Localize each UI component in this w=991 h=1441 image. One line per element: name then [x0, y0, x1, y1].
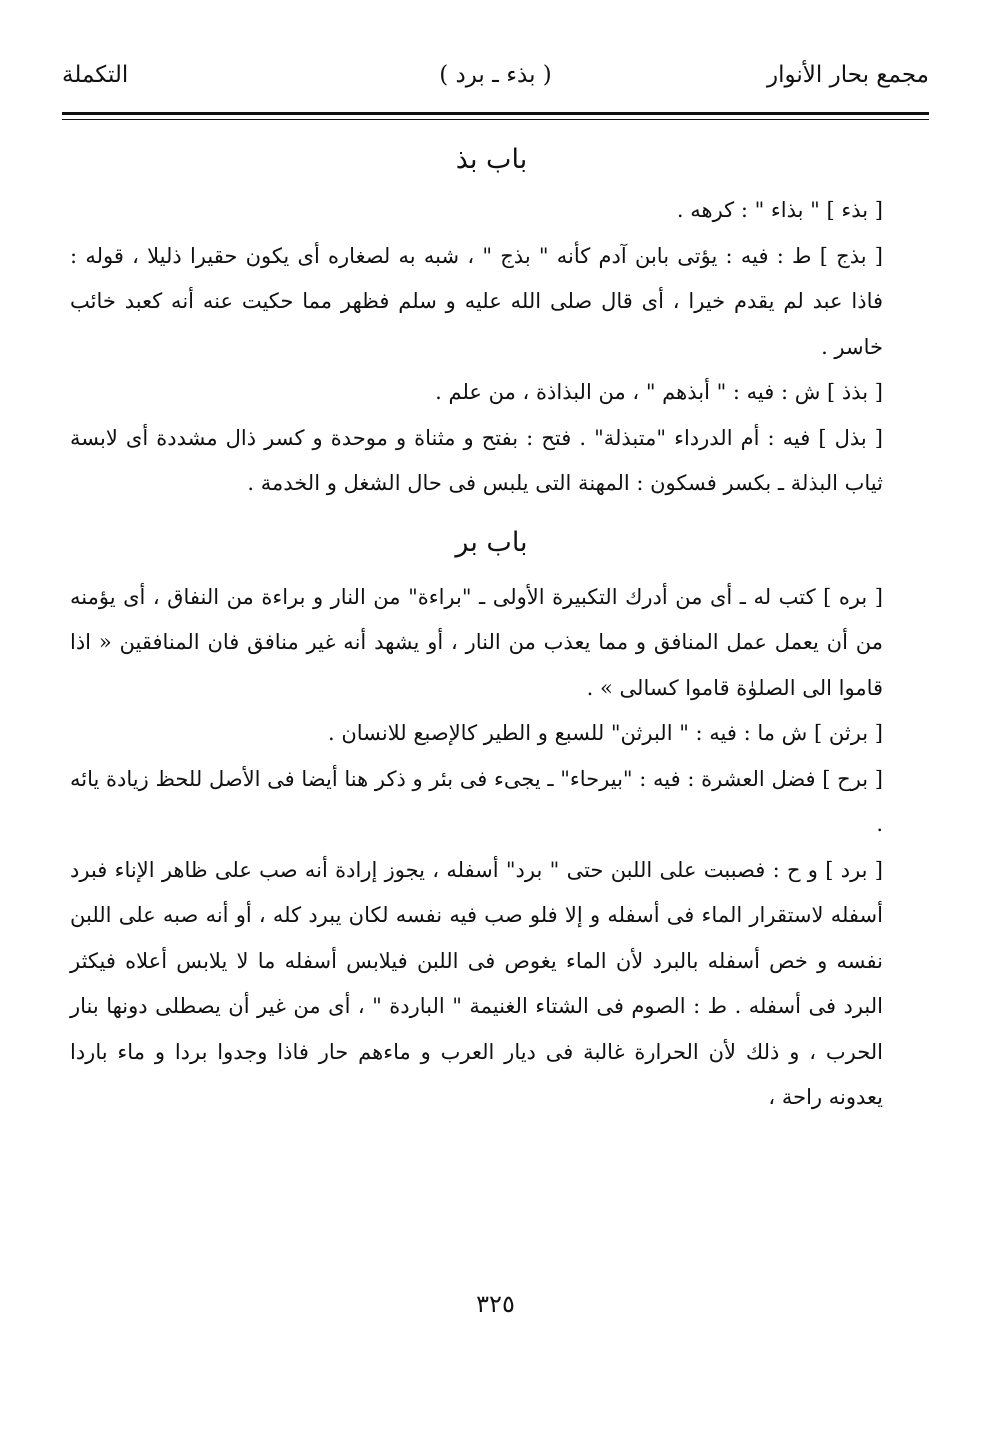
header-rule-thick — [62, 112, 929, 115]
entry-barad: [ برد ] و ح : فصببت على اللبن حتى " برد" أسفله ، يجوز إرادة أنه صب على ظاهر الإناء فبرد أسفله لاستقرار الماء فى أسفله و إلا فلو صب فيه نفسه لكان يبرد كله ، أو أنه صبه على اللبن نفسه و خص أسفله بالبرد لأن الماء يغوص فى اللبن فيلابس أسفله ما لا يلابس أعلاه فيكثر البرد فى أسفله . ط : الصوم فى الشتاء الغنيمة " الباردة " ، أى من غير أن يصطلى دونها بنار الحرب ، و ذلك لأن الحرارة غالبة فى ديار العرب و ماءهم حار فاذا وجدوا بردا و ماء باردا يعدونه راحة ، — [70, 857, 883, 1109]
book-title-header: مجمع بحار الأنوار — [767, 62, 929, 88]
section-title-badh: باب بذ — [455, 144, 528, 175]
entry-badhadh: [ بذذ ] ش : فيه : " أبذهم " ، من البذاذة ، من علم . — [435, 380, 883, 404]
entry-badha: [ بذء ] " بذاء " : كرهه . — [676, 198, 883, 222]
page-number: ٣٢٥ — [476, 1290, 515, 1318]
entry-badhaj: [ بذج ] ط : فيه : يؤتى بابن آدم كأنه " بذج " ، شبه به لصغاره أى يكون حقيرا ذليلا ، قوله : فاذا عبد لم يقدم خيرا ، أى قال صلى الله عليه و سلم فظهر مما حكيت عنه أنه كعبد خائب خاسر . — [70, 243, 883, 359]
entry-barah-well: [ برح ] فضل العشرة : فيه : "بيرحاء" ـ يجىء فى بئر و ذكر هنا أيضا فى الأصل للحظ زيادة يائه . — [70, 766, 883, 836]
page-body — [70, 138, 913, 1121]
entry-range-header: ( بذء ـ برد ) — [439, 62, 552, 88]
header-rule-thin — [62, 119, 929, 120]
entry-badhal: [ بذل ] فيه : أم الدرداء "متبذلة" . فتح : بفتح و مثناة و موحدة و كسر ذال مشددة أى لابسة ثياب البذلة ـ بكسر فسكون : المهنة التى يلبس فى حال الشغل و الخدمة . — [70, 425, 883, 495]
section-title-bar: باب بر — [455, 526, 528, 558]
entry-barthan: [ برثن ] ش ما : فيه : " البرثن" للسبع و الطير كالإصبع للانسان . — [328, 721, 883, 745]
running-head — [62, 55, 929, 95]
entry-barah: [ بره ] كتب له ـ أى من أدرك التكبيرة الأولى ـ "براءة" من النار و براءة من النفاق ، أى يؤمنه من أن يعمل عمل المنافق و مما يعذب من النار ، أو يشهد أنه غير منافق فان المنافقين « اذا قاموا الى الصلوٰة قاموا كسالى » . — [70, 584, 883, 700]
supplement-header: التكملة — [62, 62, 129, 88]
